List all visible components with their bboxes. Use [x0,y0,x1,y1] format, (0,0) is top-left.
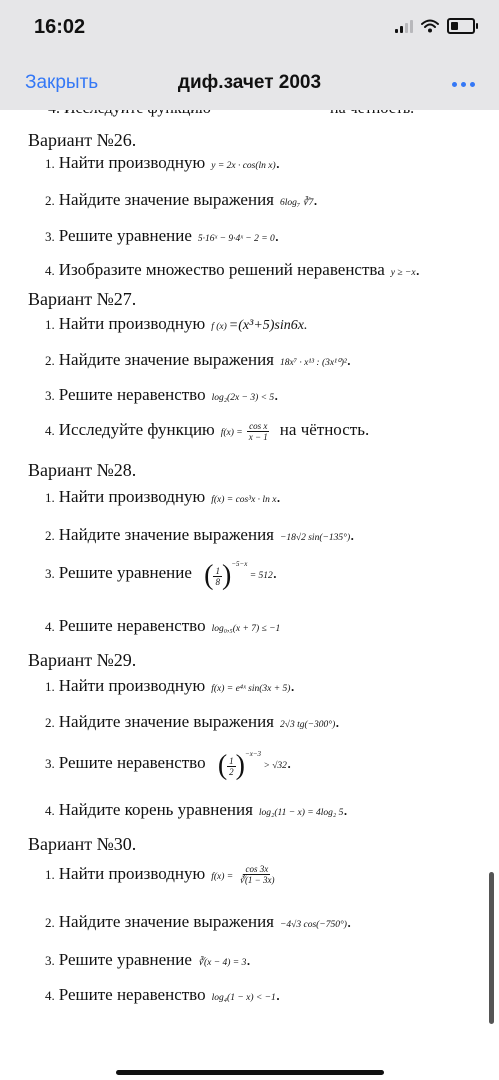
variant-28-task-2: 2. Найдите значение выражения −18√2 sin(−135°). [45,525,355,544]
variant-30-task-3: 3. Решите уравнение ∛(x − 4) = 3. [45,950,251,969]
wifi-icon [421,19,439,33]
variant-28-task-1: 1. Найти производную f(x) = cos³x · ln x. [45,487,281,506]
document-title: диф.зачет 2003 [177,72,322,93]
variant-29-task-1: 1. Найти производную f(x) = e⁴ˣ sin(3x + 5). [45,676,295,695]
variant-29-task-4: 4. Найдите корень уравнения log₂(11 − x) = 4log₂ 5. [45,800,348,819]
variant-28-task-3: 3. Решите уравнение ( $\frac{1}{8}$ )$^{-5-x}$ = 512. [45,560,278,591]
variant-26-task-3: 3. Решите уравнение 5·16ˣ − 9·4ˣ − 2 = 0. [45,226,280,245]
status-time: 16:02 [34,16,86,38]
more-options-icon[interactable] [452,82,475,87]
variant-28-task-4: 4. Решите неравенство log₀,₅(x + 7) ≤ −1 [45,616,281,635]
close-button[interactable]: Закрыть [25,72,99,93]
variant-28-heading: Вариант №28. [28,460,137,480]
cellular-signal-icon [395,19,413,33]
variant-26-task-4: 4. Изобразите множество решений неравенства y ≥ −x. [45,260,420,279]
variant-27-heading: Вариант №27. [28,289,137,309]
variant-30-task-1: 1. Найти производную f(x) = $\frac{\cos 3x}{∛(1 - 3x)}$ [45,864,275,886]
variant-29-heading: Вариант №29. [28,650,137,670]
battery-icon [447,18,475,34]
variant-30-task-4: 4. Решите неравенство log₄(1 − x) < −1. [45,985,281,1004]
variant-26-task-2: 2. Найдите значение выражения 6log₇ ∛7. [45,190,318,209]
variant-26-heading: Вариант №26. [28,130,137,150]
variant-27-task-1: 1. Найти производную f (x) =(x³+5)sin6x. [45,314,308,333]
variant-29-task-2: 2. Найдите значение выражения 2√3 tg(−300°). [45,712,340,731]
variant-30-task-2: 2. Найдите значение выражения −4√3 cos(−750°). [45,912,352,931]
variant-27-task-4: 4. Исследуйте функцию f(x) = $\frac{\text{cos x}}{x - 1}$ на чётность. [45,420,370,442]
variant-30-heading: Вариант №30. [28,834,137,854]
variant-29-task-3: 3. Решите неравенство ( $\frac{1}{2}$ )$^{-x-3}$ > √32. [45,750,292,781]
variant-26-task-1: 1. Найти производную y = 2x · cos(ln x). [45,153,280,172]
top-bar [0,0,499,110]
vertical-scrollbar[interactable] [489,872,494,1024]
status-icons [395,18,475,34]
home-indicator[interactable] [116,1070,384,1075]
variant-27-task-3: 3. Решите неравенство log₂(2x − 3) < 5. [45,385,279,404]
variant-27-task-2: 2. Найдите значение выражения 18x⁷ · x¹³ : (3x¹⁰)². [45,350,352,369]
